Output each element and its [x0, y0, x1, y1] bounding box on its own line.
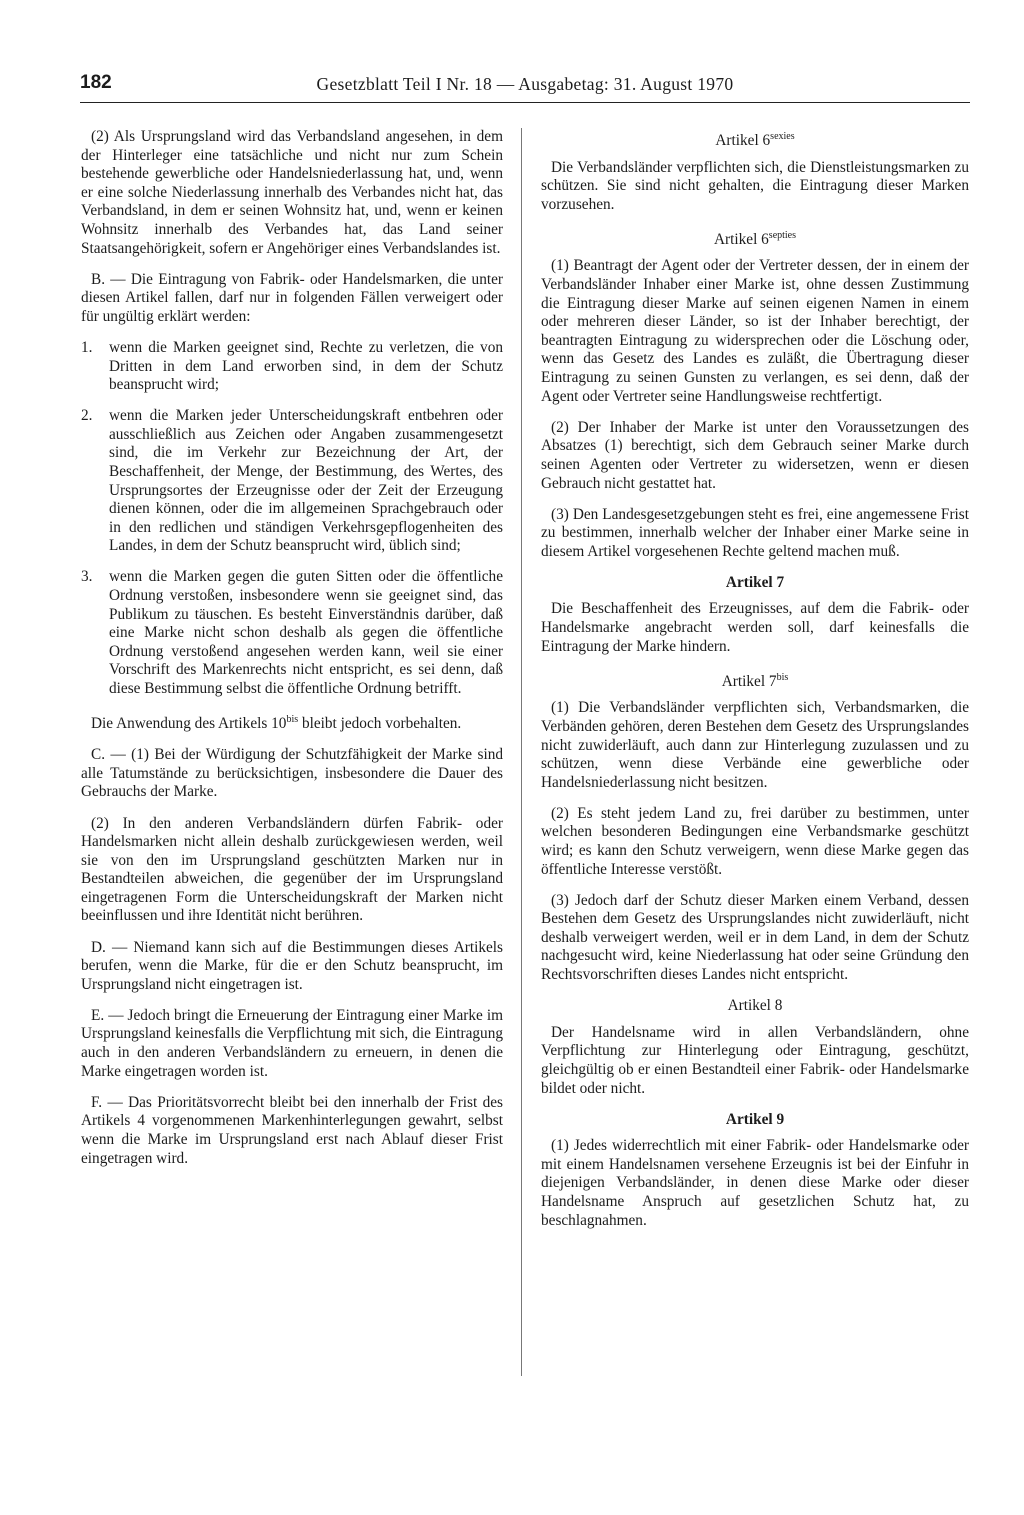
- heading-artikel-9: Artikel 9: [725, 1110, 785, 1128]
- left-column: [81, 128, 503, 1181]
- paragraph-8: Der Handelsname wird in allen Verbandsländern, ohne Verpflichtung zur Hinterlegung oder Eintragung, geschützt, gleichgültig ob er einen Bestandteil einer Fabrik- oder Handelsmarke bildet oder nicht.: [541, 1023, 969, 1097]
- heading-artikel-7bis: [541, 669, 969, 692]
- paragraph-6septies-2: (2) Der Inhaber der Marke ist unter den Voraussetzungen des Absatzes (1) berechtigt, sich dem Gebrauch seiner Marke durch seinen Agenten oder Vertreter zu widersetzen, wenn er diesen Gebrauch nicht gestattet hat.: [541, 418, 969, 492]
- heading-sup: septies: [768, 229, 797, 241]
- paragraph-7bis-3: (3) Jedoch darf der Schutz dieser Marken einem Verband, dessen Bestehen dem Gesetz des Ursprungslandes nicht zuwiderläuft, nicht deshalb verweigert werden, weil er in dem Land, in dem der Schutz nachgesucht wird, keine Niederlassung hat oder seine Gründung den Rechtsvorschriften dieses Landes nicht entspricht.: [541, 891, 969, 984]
- list-item-number: 2.: [81, 407, 93, 425]
- paragraph-f: F. — Das Prioritätsvorrecht bleibt bei den innerhalb der Frist des Artikels 4 vorgenommenen Markenhinterlegungen gewahrt, selbst wenn die Marke im Ursprungsland erst nach Ablauf dieser Frist eingetragen wird.: [81, 1093, 503, 1167]
- anwendung-text-b: bleibt jedoch vorbehalten.: [298, 715, 462, 733]
- heading-artikel-7: Artikel 7: [725, 573, 785, 591]
- list-item-text: wenn die Marken jeder Unterscheidungskraft entbehren oder ausschließlich aus Zeichen oder Angaben zusammengesetzt sind, die im Verkehr zur Bezeichnung der Art, der Beschaffenheit, der Menge, der Bestimmung, des Wertes, des Ursprungsortes der Erzeugnisse oder der Zeit der Erzeugung dienen können, oder die im allgemeinen Sprachgebrauch oder in den redlichen und ständigen Verkehrsgepflogenheiten des Landes, in dem der Schutz beansprucht wird, üblich sind;: [109, 407, 503, 555]
- paragraph-7bis-1: (1) Die Verbandsländer verpflichten sich, Verbandsmarken, die Verbänden gehören, deren Bestehen dem Gesetz des Ursprungslandes nicht zuwiderläuft, auch dann zur Hinterlegung zuzulassen und zu schützen, wenn diese Verbände eine gewerbliche oder Handelsniederlassung nicht besitzen.: [541, 699, 969, 791]
- heading-text: Artikel 6: [715, 132, 771, 149]
- anwendung-text-a: Die Anwendung des Artikels 10: [91, 715, 287, 733]
- paragraph-d: D. — Niemand kann sich auf die Bestimmungen dieses Artikels berufen, wenn die Marke, für die er den Schutz beansprucht, im Ursprungsland nicht eingetragen ist.: [81, 938, 503, 993]
- heading-text: Artikel 6: [713, 230, 769, 248]
- paragraph-e: E. — Jedoch bringt die Erneuerung der Eintragung einer Marke im Ursprungsland keinesfalls die Verpflichtung mit sich, die Eintragung auch in den anderen Verbandsländern zu erneuern, in denen die Marke eingetragen worden ist.: [81, 1006, 503, 1080]
- paragraph-anwendung: [81, 711, 503, 734]
- heading-sup: sexies: [770, 131, 795, 142]
- running-head: Gesetzblatt Teil I Nr. 18 — Ausgabetag: 31. August 1970: [316, 74, 734, 94]
- list-item-number: 3.: [81, 568, 93, 586]
- page-header: [80, 68, 970, 103]
- heading-sup: bis: [776, 671, 789, 683]
- anwendung-sup: bis: [286, 714, 299, 726]
- list-item-text: wenn die Marken gegen die guten Sitten oder die öffentliche Ordnung verstoßen, insbesondere wenn sie geeignet sind, das Publikum zu täuschen. Es besteht Einverständnis darüber, daß eine Marke nicht schon deshalb als gegen die öffentliche Ordnung verstoßend angesehen werden kann, weil sie einer Vorschrift des Markenrechts nicht entspricht, es sei denn, daß diese Bestimmung selbst die öffentliche Ordnung betrifft.: [109, 568, 503, 698]
- paragraph-c2: (2) In den anderen Verbandsländern dürfen Fabrik- oder Handelsmarken nicht allein deshalb zurückgewiesen werden, weil sie von den im Ursprungsland geschützten Marken nur in Bestandteilen abweichen, die gegenüber der im Ursprungsland eingetragenen Form die Unterscheidungskraft der Marken nicht beeinflussen und ihre Identität nicht berühren.: [81, 814, 503, 925]
- heading-text: Artikel 7: [721, 672, 777, 690]
- list-item: [81, 407, 503, 556]
- heading-artikel-8: Artikel 8: [727, 997, 783, 1015]
- list-item-number: 1.: [81, 338, 93, 356]
- list-item: [81, 568, 503, 698]
- paragraph-9: (1) Jedes widerrechtlich mit einer Fabrik- oder Handelsmarke oder mit einem Handelsnamen versehene Erzeugnis ist bei der Einfuhr in diejenigen Verbandsländer, in denen diese Marke oder dieser Handelsname Anspruch auf gesetzlichen Schutz hat, zu beschlagnahmen.: [541, 1137, 969, 1229]
- list-item-text: wenn die Marken geeignet sind, Rechte zu verletzen, die von Dritten in dem Land erworben sind, in dem der Schutz beansprucht wird;: [109, 338, 503, 394]
- heading-artikel-6sexies: [541, 128, 969, 151]
- heading-artikel-6septies: [541, 227, 969, 250]
- list-item: [81, 339, 503, 395]
- paragraph-b: B. — Die Eintragung von Fabrik- oder Handelsmarken, die unter diesen Artikel fallen, darf nur in folgenden Fällen verweigert oder für ungültig erklärt werden:: [81, 270, 503, 325]
- paragraph-c: C. — (1) Bei der Würdigung der Schutzfähigkeit der Marke sind alle Tatumstände zu berücksichtigen, insbesondere die Dauer des Gebrauchs der Marke.: [81, 746, 503, 801]
- column-divider: [521, 128, 522, 1376]
- paragraph-ursprungsland: (2) Als Ursprungsland wird das Verbandsland angesehen, in dem der Hinterleger eine tatsächliche und nicht nur zum Schein bestehende gewerbliche oder Handelsniederlassung hat, und, wenn er eine solche Niederlassung innerhalb des Verbandes nicht hat, das Verbandsland, in dem er seinen Wohnsitz hat, und, wenn er keinen Wohnsitz innerhalb des Verbandes hat, das Land seiner Staatsangehörigkeit, sofern er Angehöriger eines Verbandslandes ist.: [81, 128, 503, 257]
- paragraph-6septies-3: (3) Den Landesgesetzgebungen steht es frei, eine angemessene Frist zu bestimmen, innerhalb welcher der Inhaber einer Marke seine in diesem Artikel vorgesehenen Rechte geltend machen muß.: [541, 505, 969, 560]
- paragraph-7bis-2: (2) Es steht jedem Land zu, frei darüber zu bestimmen, unter welchen besonderen Bedingungen eine Verbandsmarke geschützt wird; es kann den Schutz verweigern, wenn diese Marke gegen das öffentliche Interesse verstößt.: [541, 804, 969, 878]
- page-number: 182: [80, 72, 112, 93]
- right-column: [541, 128, 969, 1243]
- paragraph-6sexies: Die Verbandsländer verpflichten sich, die Dienstleistungsmarken zu schützen. Sie sind nicht gehalten, die Eintragung dieser Marken vorzusehen.: [541, 158, 969, 213]
- paragraph-7: Die Beschaffenheit des Erzeugnisses, auf dem die Fabrik- oder Handelsmarke angebracht werden soll, darf keinesfalls die Eintragung der Marke hindern.: [541, 600, 969, 655]
- paragraph-6septies-1: (1) Beantragt der Agent oder der Vertreter dessen, der in einem der Verbandsländer Inhaber einer Marke ist, ohne dessen Zustimmung die Eintragung dieser Marke auf seinen eigenen Namen in einem oder mehreren dieser Länder, so ist der Inhaber berechtigt, der beantragten Eintragung zu widersprechen oder die Löschung oder, wenn das Gesetz des Landes es zuläßt, die Übertragung dieser Eintragung zu seinen Gunsten zu verlangen, es sei denn, daß der Agent oder Vertreter seine Handlungsweise rechtfertigt.: [541, 257, 969, 405]
